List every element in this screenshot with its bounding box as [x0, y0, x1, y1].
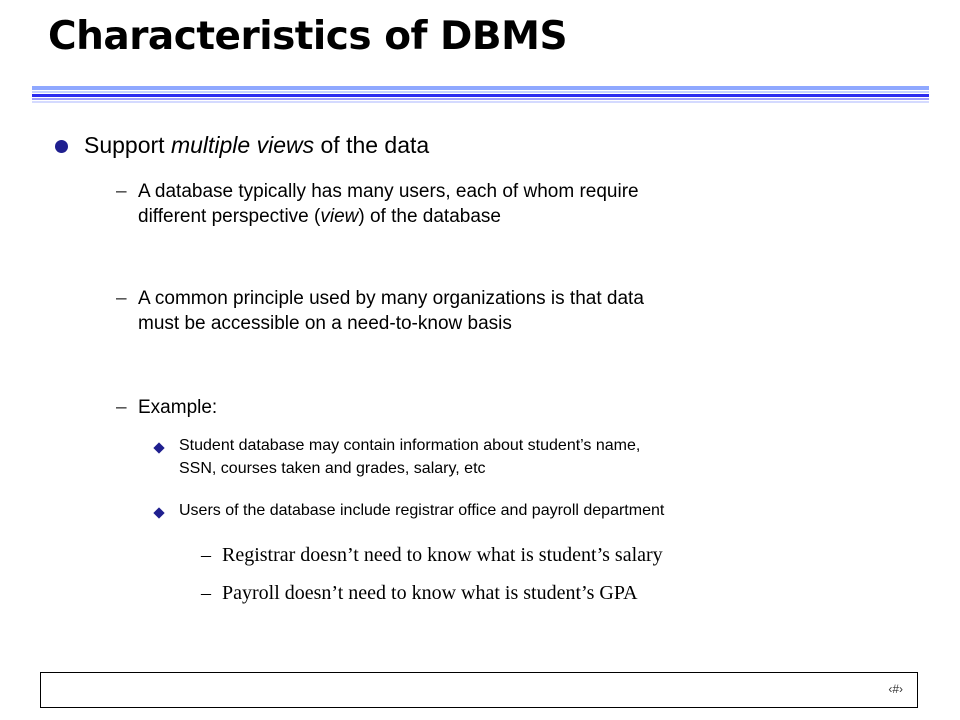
sub-point-dash: –: [116, 288, 127, 309]
diamond-bullet-icon: [153, 442, 164, 453]
serif-item-2: Payroll doesn’t need to know what is student’s GPA: [222, 582, 638, 604]
title-divider: [32, 86, 929, 106]
bullet-icon: [55, 140, 68, 153]
sub-point-dash: –: [116, 181, 127, 202]
main-point: Support multiple views of the data: [84, 132, 430, 158]
serif-dash: –: [201, 582, 211, 604]
slide-title: Characteristics of DBMS: [48, 14, 568, 59]
serif-item-1: Registrar doesn’t need to know what is student’s salary: [222, 544, 663, 566]
sub-point-example: Example:: [138, 397, 218, 418]
slide-number: ‹#›: [888, 682, 903, 696]
sub-point-2: A common principle used by many organizations is that data must be accessible on a need-to-know basis: [138, 288, 644, 334]
example-item-1: Student database may contain information about student’s name, SSN, courses taken and grades, salary, etc: [179, 437, 641, 477]
example-item-2: Users of the database include registrar office and payroll department: [179, 502, 665, 519]
serif-dash: –: [201, 544, 211, 566]
sub-point-1: A database typically has many users, each of whom require different perspective (view) of the database: [138, 181, 639, 227]
footer-bar: [40, 672, 918, 708]
sub-point-dash: –: [116, 397, 127, 418]
diamond-bullet-icon: [153, 507, 164, 518]
